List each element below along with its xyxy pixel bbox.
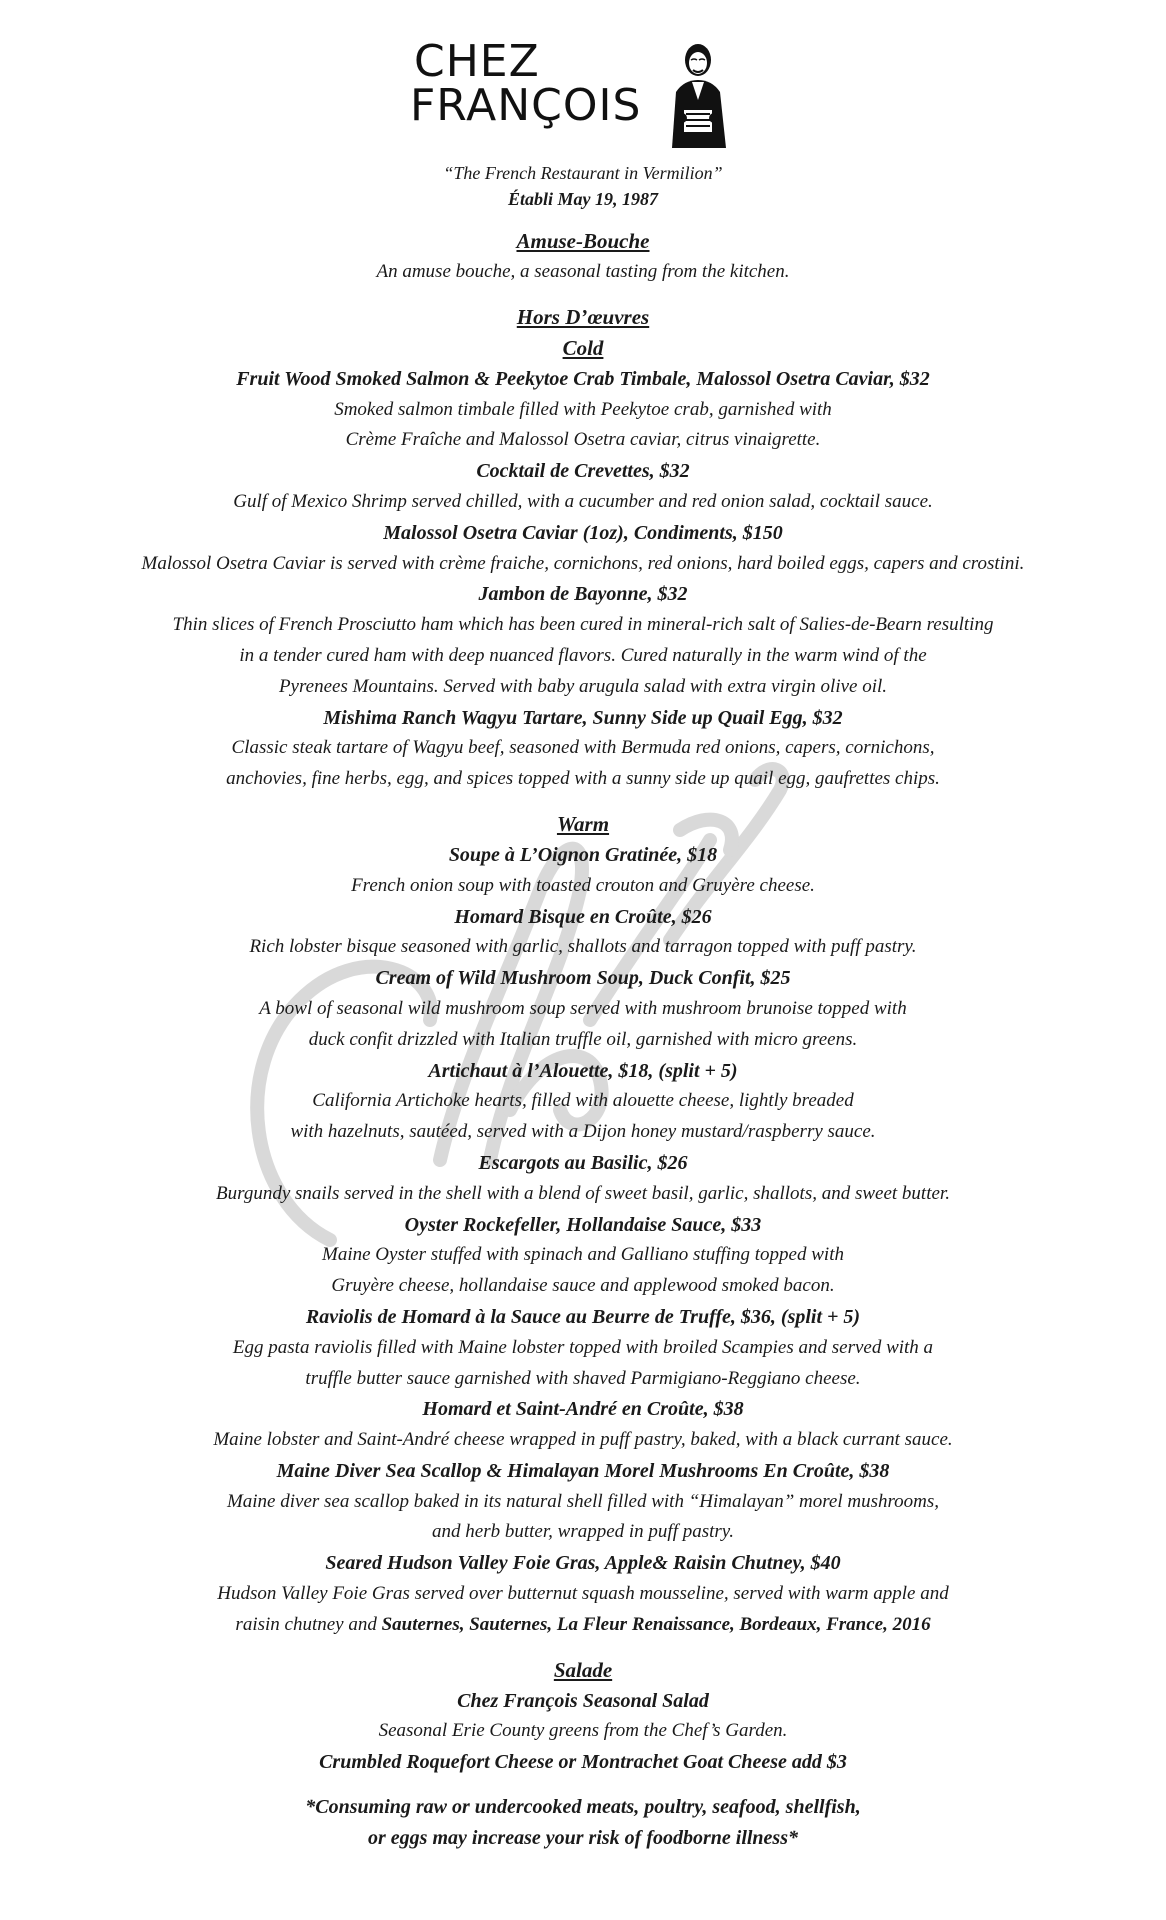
menu-item <box>40 1056 1126 1148</box>
menu-item-title: Jambon de Bayonne, $32 <box>478 583 688 606</box>
wine-pairing: Sauternes, Sauternes, La Fleur Renaissance, Bordeaux, France, 2016 <box>381 1613 931 1635</box>
menu-item <box>40 902 1126 964</box>
menu-item-desc-wine-pairing <box>40 1610 1126 1641</box>
section-heading-amuse: Amuse-Bouche <box>516 229 650 253</box>
menu-item <box>40 1548 1126 1640</box>
menu-item <box>40 364 1126 456</box>
menu-item-title: Cream of Wild Mushroom Soup, Duck Confit, $25 <box>375 967 791 990</box>
menu-item <box>40 1148 1126 1210</box>
salad-description: Seasonal Erie County greens from the Chef’s Garden. <box>378 1720 788 1742</box>
menu-item-title: Maine Diver Sea Scallop & Himalayan Morel Mushrooms En Croûte, $38 <box>276 1459 890 1482</box>
section-heading-salade: Salade <box>553 1657 613 1682</box>
menu-item-desc: truffle butter sauce garnished with shaved Parmigiano-Reggiano cheese. <box>305 1367 861 1389</box>
menu-item-desc: Malossol Osetra Caviar is served with crème fraiche, cornichons, red onions, hard boiled eggs, capers and crostini. <box>141 552 1025 574</box>
menu-item-desc: anchovies, fine herbs, egg, and spices topped with a sunny side up quail egg, gaufrettes chips. <box>226 768 940 790</box>
logo-line-1: CHEZ <box>414 36 540 87</box>
menu-item-desc: in a tender cured ham with deep nuanced flavors. Cured naturally in the warm wind of the <box>239 644 927 666</box>
food-safety-notice-line-1: *Consuming raw or undercooked meats, poultry, seafood, shellfish, <box>305 1796 861 1819</box>
menu-item-desc: Egg pasta raviolis filled with Maine lobster topped with broiled Scampies and served with a <box>232 1336 934 1358</box>
restaurant-logo <box>410 36 740 150</box>
menu-item-desc: California Artichoke hearts, filled with alouette cheese, lightly breaded <box>312 1090 854 1112</box>
menu-item <box>40 963 1126 1055</box>
menu-item-desc: A bowl of seasonal wild mushroom soup served with mushroom brunoise topped with <box>259 997 907 1019</box>
menu-item-title: Escargots au Basilic, $26 <box>478 1151 688 1174</box>
menu-item-desc: Crème Fraîche and Malossol Osetra caviar, citrus vinaigrette. <box>345 429 821 451</box>
menu-item-title: Cocktail de Crevettes, $32 <box>476 460 690 483</box>
menu-item-title: Mishima Ranch Wagyu Tartare, Sunny Side up Quail Egg, $32 <box>323 706 843 729</box>
food-safety-notice-line-2: or eggs may increase your risk of foodborne illness* <box>368 1827 798 1850</box>
menu-item <box>40 1456 1126 1548</box>
menu-item-desc: Pyrenees Mountains. Served with baby arugula salad with extra virgin olive oil. <box>278 675 888 697</box>
menu-item-title: Homard Bisque en Croûte, $26 <box>454 905 712 928</box>
menu-item-desc: duck confit drizzled with Italian truffle oil, garnished with micro greens. <box>308 1028 858 1050</box>
menu-item-desc: Smoked salmon timbale filled with Peekytoe crab, garnished with <box>334 398 832 420</box>
menu-item-desc: French onion soup with toasted crouton and Gruyère cheese. <box>351 874 815 896</box>
menu-item <box>40 840 1126 902</box>
menu-item-desc: Maine diver sea scallop baked in its natural shell filled with “Himalayan” morel mushrooms, <box>226 1490 940 1512</box>
menu-item-desc: Thin slices of French Prosciutto ham which has been cured in mineral-rich salt of Salies-de-Bearn resulting <box>172 614 994 636</box>
subsection-heading-cold: Cold <box>562 335 604 360</box>
salad-addon: Crumbled Roquefort Cheese or Montrachet Goat Cheese add $3 <box>319 1751 847 1774</box>
chef-portrait-icon <box>664 40 734 148</box>
menu-item-title: Soupe à L’Oignon Gratinée, $18 <box>448 843 718 866</box>
menu-item-title: Malossol Osetra Caviar (1oz), Condiments, $150 <box>383 521 783 544</box>
menu-item <box>40 456 1126 518</box>
menu-item-title: Fruit Wood Smoked Salmon & Peekytoe Crab Timbale, Malossol Osetra Caviar, $32 <box>236 367 930 390</box>
menu-item <box>40 703 1126 795</box>
menu-item <box>40 1394 1126 1456</box>
menu-item-title: Artichaut à l’Alouette, $18, (split + 5) <box>428 1059 738 1082</box>
menu-item-desc: with hazelnuts, sautéed, served with a Dijon honey mustard/raspberry sauce. <box>290 1121 876 1143</box>
tagline: “The French Restaurant in Vermilion” <box>443 163 723 183</box>
menu-item <box>40 518 1126 580</box>
menu-item <box>40 1210 1126 1302</box>
warm-items <box>40 840 1126 1641</box>
subsection-heading-warm: Warm <box>556 811 610 836</box>
amuse-description: An amuse bouche, a seasonal tasting from the kitchen. <box>376 261 790 282</box>
menu-item-desc: Hudson Valley Foie Gras served over butternut squash mousseline, served with warm apple and <box>217 1583 949 1605</box>
menu-item <box>40 1302 1126 1394</box>
menu-item-desc: Maine lobster and Saint-André cheese wrapped in puff pastry, baked, with a black currant sauce. <box>213 1429 953 1451</box>
section-heading-hors-doeuvres: Hors D’œuvres <box>516 304 650 329</box>
cold-items <box>40 364 1126 795</box>
menu-content <box>40 160 1126 1854</box>
salad-title: Chez François Seasonal Salad <box>457 1689 709 1712</box>
menu-item <box>40 579 1126 702</box>
menu-item-desc: Gulf of Mexico Shrimp served chilled, with a cucumber and red onion salad, cocktail sauce. <box>233 490 933 512</box>
menu-item-title: Homard et Saint-André en Croûte, $38 <box>422 1398 744 1421</box>
menu-item-desc: Maine Oyster stuffed with spinach and Galliano stuffing topped with <box>322 1244 844 1266</box>
menu-item-title: Oyster Rockefeller, Hollandaise Sauce, $33 <box>404 1213 762 1236</box>
menu-item-desc: and herb butter, wrapped in puff pastry. <box>432 1521 734 1543</box>
menu-item-desc: Rich lobster bisque seasoned with garlic, shallots and tarragon topped with puff pastry. <box>249 936 917 958</box>
established-date: Établi May 19, 1987 <box>507 189 658 209</box>
menu-item-desc: Gruyère cheese, hollandaise sauce and applewood smoked bacon. <box>331 1275 835 1297</box>
menu-item-desc: Classic steak tartare of Wagyu beef, seasoned with Bermuda red onions, capers, cornichons, <box>231 737 935 759</box>
logo-wordmark <box>410 36 642 131</box>
logo-line-2: FRANÇOIS <box>410 80 642 131</box>
menu-item-title: Raviolis de Homard à la Sauce au Beurre de Truffe, $36, (split + 5) <box>305 1305 861 1328</box>
menu-item-title: Seared Hudson Valley Foie Gras, Apple& Raisin Chutney, $40 <box>325 1552 841 1575</box>
desc-plain-text: raisin chutney and <box>235 1613 382 1635</box>
menu-item-desc: Burgundy snails served in the shell with a blend of sweet basil, garlic, shallots, and sweet butter. <box>216 1182 950 1204</box>
